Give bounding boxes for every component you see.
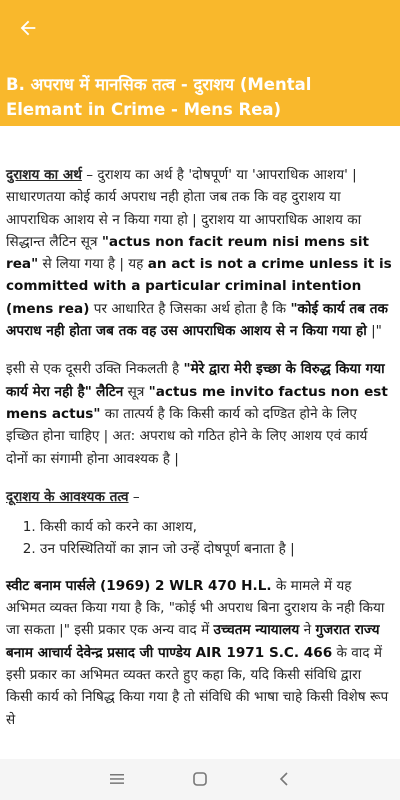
section-heading-band [0, 56, 400, 126]
elements-heading [6, 486, 392, 508]
hindi-quote-1: "कोई कार्य तब तक अपराध नही होता जब तक वह उस आपराधिक आशय से न किया गया हो [6, 300, 388, 340]
text-run: सूत्र [123, 383, 149, 400]
app-bar [0, 0, 400, 56]
text-run: इसी से एक दूसरी उक्ति निकलती है [6, 361, 184, 378]
text-run: के मामले में यह अभिमत व्यक्त किया गया है कि, "कोई भी अपराध बिना दुराशय के नही किया जा सकता |" इसी प्रकार एक अन्य वाद में [6, 577, 385, 639]
arrow-left-icon [17, 17, 39, 39]
meaning-paragraph [6, 164, 392, 342]
case-paragraph [6, 575, 392, 731]
text-run: |" [366, 323, 382, 340]
meaning-term: दुराशय का अर्थ [6, 167, 82, 183]
back-nav-button[interactable] [269, 765, 299, 793]
text-run: पर आधारित है जिसका अर्थ होता है कि [89, 300, 291, 317]
elements-list [6, 516, 392, 561]
article-content[interactable] [0, 126, 400, 759]
menu-lines-icon [109, 772, 125, 786]
chevron-left-icon [277, 771, 291, 787]
back-button[interactable] [10, 10, 46, 46]
text-run: से लिया गया है | यह [38, 256, 148, 273]
square-home-icon [192, 771, 208, 787]
text-run: – [128, 488, 140, 505]
text-run: – दुराशय का अर्थ है 'दोषपूर्ण' या 'आपराधिक आशय' | साधारणतया कोई कार्य अपराध नही होता जब तक कि वह दुराशय या आपराधिक आशय से न किया गया हो | दुराशय या आपराधिक आशय का सिद्धान्त लैटिन सूत्र [6, 167, 362, 250]
case-citation-2: गुजरात राज्य बनाम आचार्य देवेन्द्र प्रसाद जी पाण्डेय AIR 1971 S.C. 466 [6, 622, 380, 661]
text-run: का तात्पर्य है कि किसी कार्य को दण्डित होने के लिए इच्छित होना चाहिए | अत: अपराध को गठित होने के लिए आशय एवं कार्य दोनों का संगामी होना आवश्यक है | [6, 405, 368, 467]
latin-word: लैटिन [96, 383, 124, 400]
second-maxim-paragraph [6, 358, 392, 469]
court-name: उच्चतम न्यायालय [213, 622, 300, 639]
home-button[interactable] [185, 765, 215, 793]
text-run: ने [299, 622, 316, 639]
section-title: B. अपराध में मानसिक तत्व - दुराशय (Mental Elemant in Crime - Mens Rea) [6, 75, 312, 119]
english-explanation: an act is not a crime unless it is committed with a particular criminal intention (mens rea) [6, 256, 392, 317]
list-item: 2. उन परिस्थितियों का ज्ञान जो उन्हें दोषपूर्ण बनाता है | [40, 538, 392, 560]
case-citation-1: स्वीट बनाम पार्सले (1969) 2 WLR 470 H.L. [6, 577, 272, 594]
system-nav-bar [0, 759, 400, 800]
latin-maxim-2: "actus me invito factus non est mens actus" [6, 383, 388, 422]
elements-term: दूराशय के आवश्यक तत्व [6, 488, 129, 505]
latin-maxim-1: "actus non facit reum nisi mens sit rea" [6, 233, 370, 273]
recents-button[interactable] [102, 765, 132, 793]
text-run: के वाद में इसी प्रकार का अभिमत व्यक्त करते हुए कहा कि, यदि किसी संविधि द्वारा किसी कार्य को निषिद्ध किया गया है तो संविधि की भाषा चाहे किसी विशेष रूप से [6, 644, 389, 728]
hindi-quote-2: "मेरे द्वारा मेरी इच्छा के विरुद्ध किया गया कार्य मेरा नही है" [6, 361, 385, 400]
list-item: 1. किसी कार्य को करने का आशय, [40, 516, 392, 538]
